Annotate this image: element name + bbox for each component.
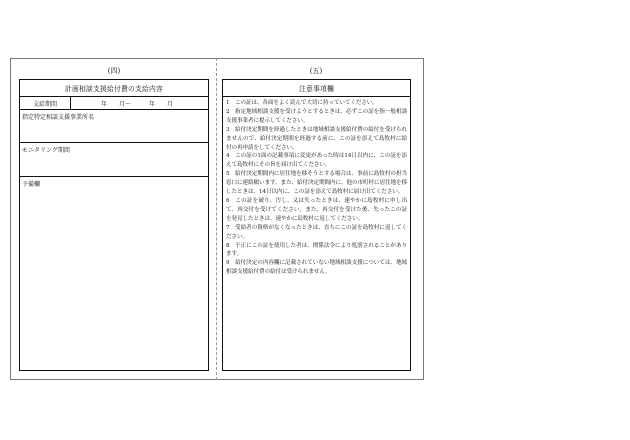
benefit-content-panel	[19, 79, 209, 371]
notes-list	[223, 97, 410, 277]
note-item: 7 受給者の資格がなくなったときは、直ちにこの証を島牧村に返してください。	[226, 224, 407, 240]
reserve-label: 予備欄	[22, 181, 41, 188]
note-item: 1 この証は、各面をよく読んで大切に持っていてください。	[226, 100, 378, 106]
note-item: 4 この証の1面の記載事項に変更があった時は14日以内に、この証を添えて島牧村にその旨を届け出てください。	[226, 153, 407, 169]
section-number-4: (四)	[107, 67, 121, 75]
payment-period-value: 年 月〜 年 月	[101, 100, 174, 108]
notes-panel	[222, 79, 411, 371]
note-item: 5 給付決定期間内に居住地を移そうとする場合は、事前に島牧村の担当窓口に連絡願います。また、給付決定期間内に、他の市町村に居住地を移したときは、14日以内に、この証を添えて島牧村に届け出てください。	[226, 171, 407, 196]
benefit-content-header: 計画相談支援給付費の支給内容	[20, 80, 208, 97]
payment-period-row	[20, 97, 208, 110]
fold-line	[216, 58, 217, 380]
section-number-5: (五)	[309, 67, 323, 75]
monitoring-period-field	[20, 143, 208, 177]
notes-header: 注意事項欄	[223, 80, 410, 97]
note-item: 6 この証を破り、汚し、又は失ったときは、速やかに島牧村に申し出て、再交付を受けてください。また、再交付を受けた後、失ったこの証を発見したときは、速やかに島牧村に返してください。	[226, 197, 407, 222]
note-item: 9 給付決定の内容欄に記載されていない地域相談支援については、地域相談支援給付費の給付は受けられません。	[226, 260, 407, 276]
note-item: 8 不正にこの証を使用した者は、関係法令により処罰されることがあります。	[226, 242, 407, 258]
reserve-field	[20, 177, 208, 372]
monitoring-period-label: モニタリング期間	[22, 147, 70, 154]
payment-period-label: 支給期間	[20, 97, 71, 109]
support-office-label: 指定特定相談支援事業所名	[22, 114, 95, 121]
note-item: 2 指定地域相談支援を受けようとするときは、必ずこの証を指一般相談支援事業者に提示してください。	[226, 108, 407, 124]
support-office-field	[20, 110, 208, 143]
note-item: 3 給付決定期間を経過したときは地域相談支援給付費の給付を受けられませんので、給付決定期間を経過する前に、この証を添えて島牧村に給付の再申請をしてください。	[226, 126, 407, 151]
